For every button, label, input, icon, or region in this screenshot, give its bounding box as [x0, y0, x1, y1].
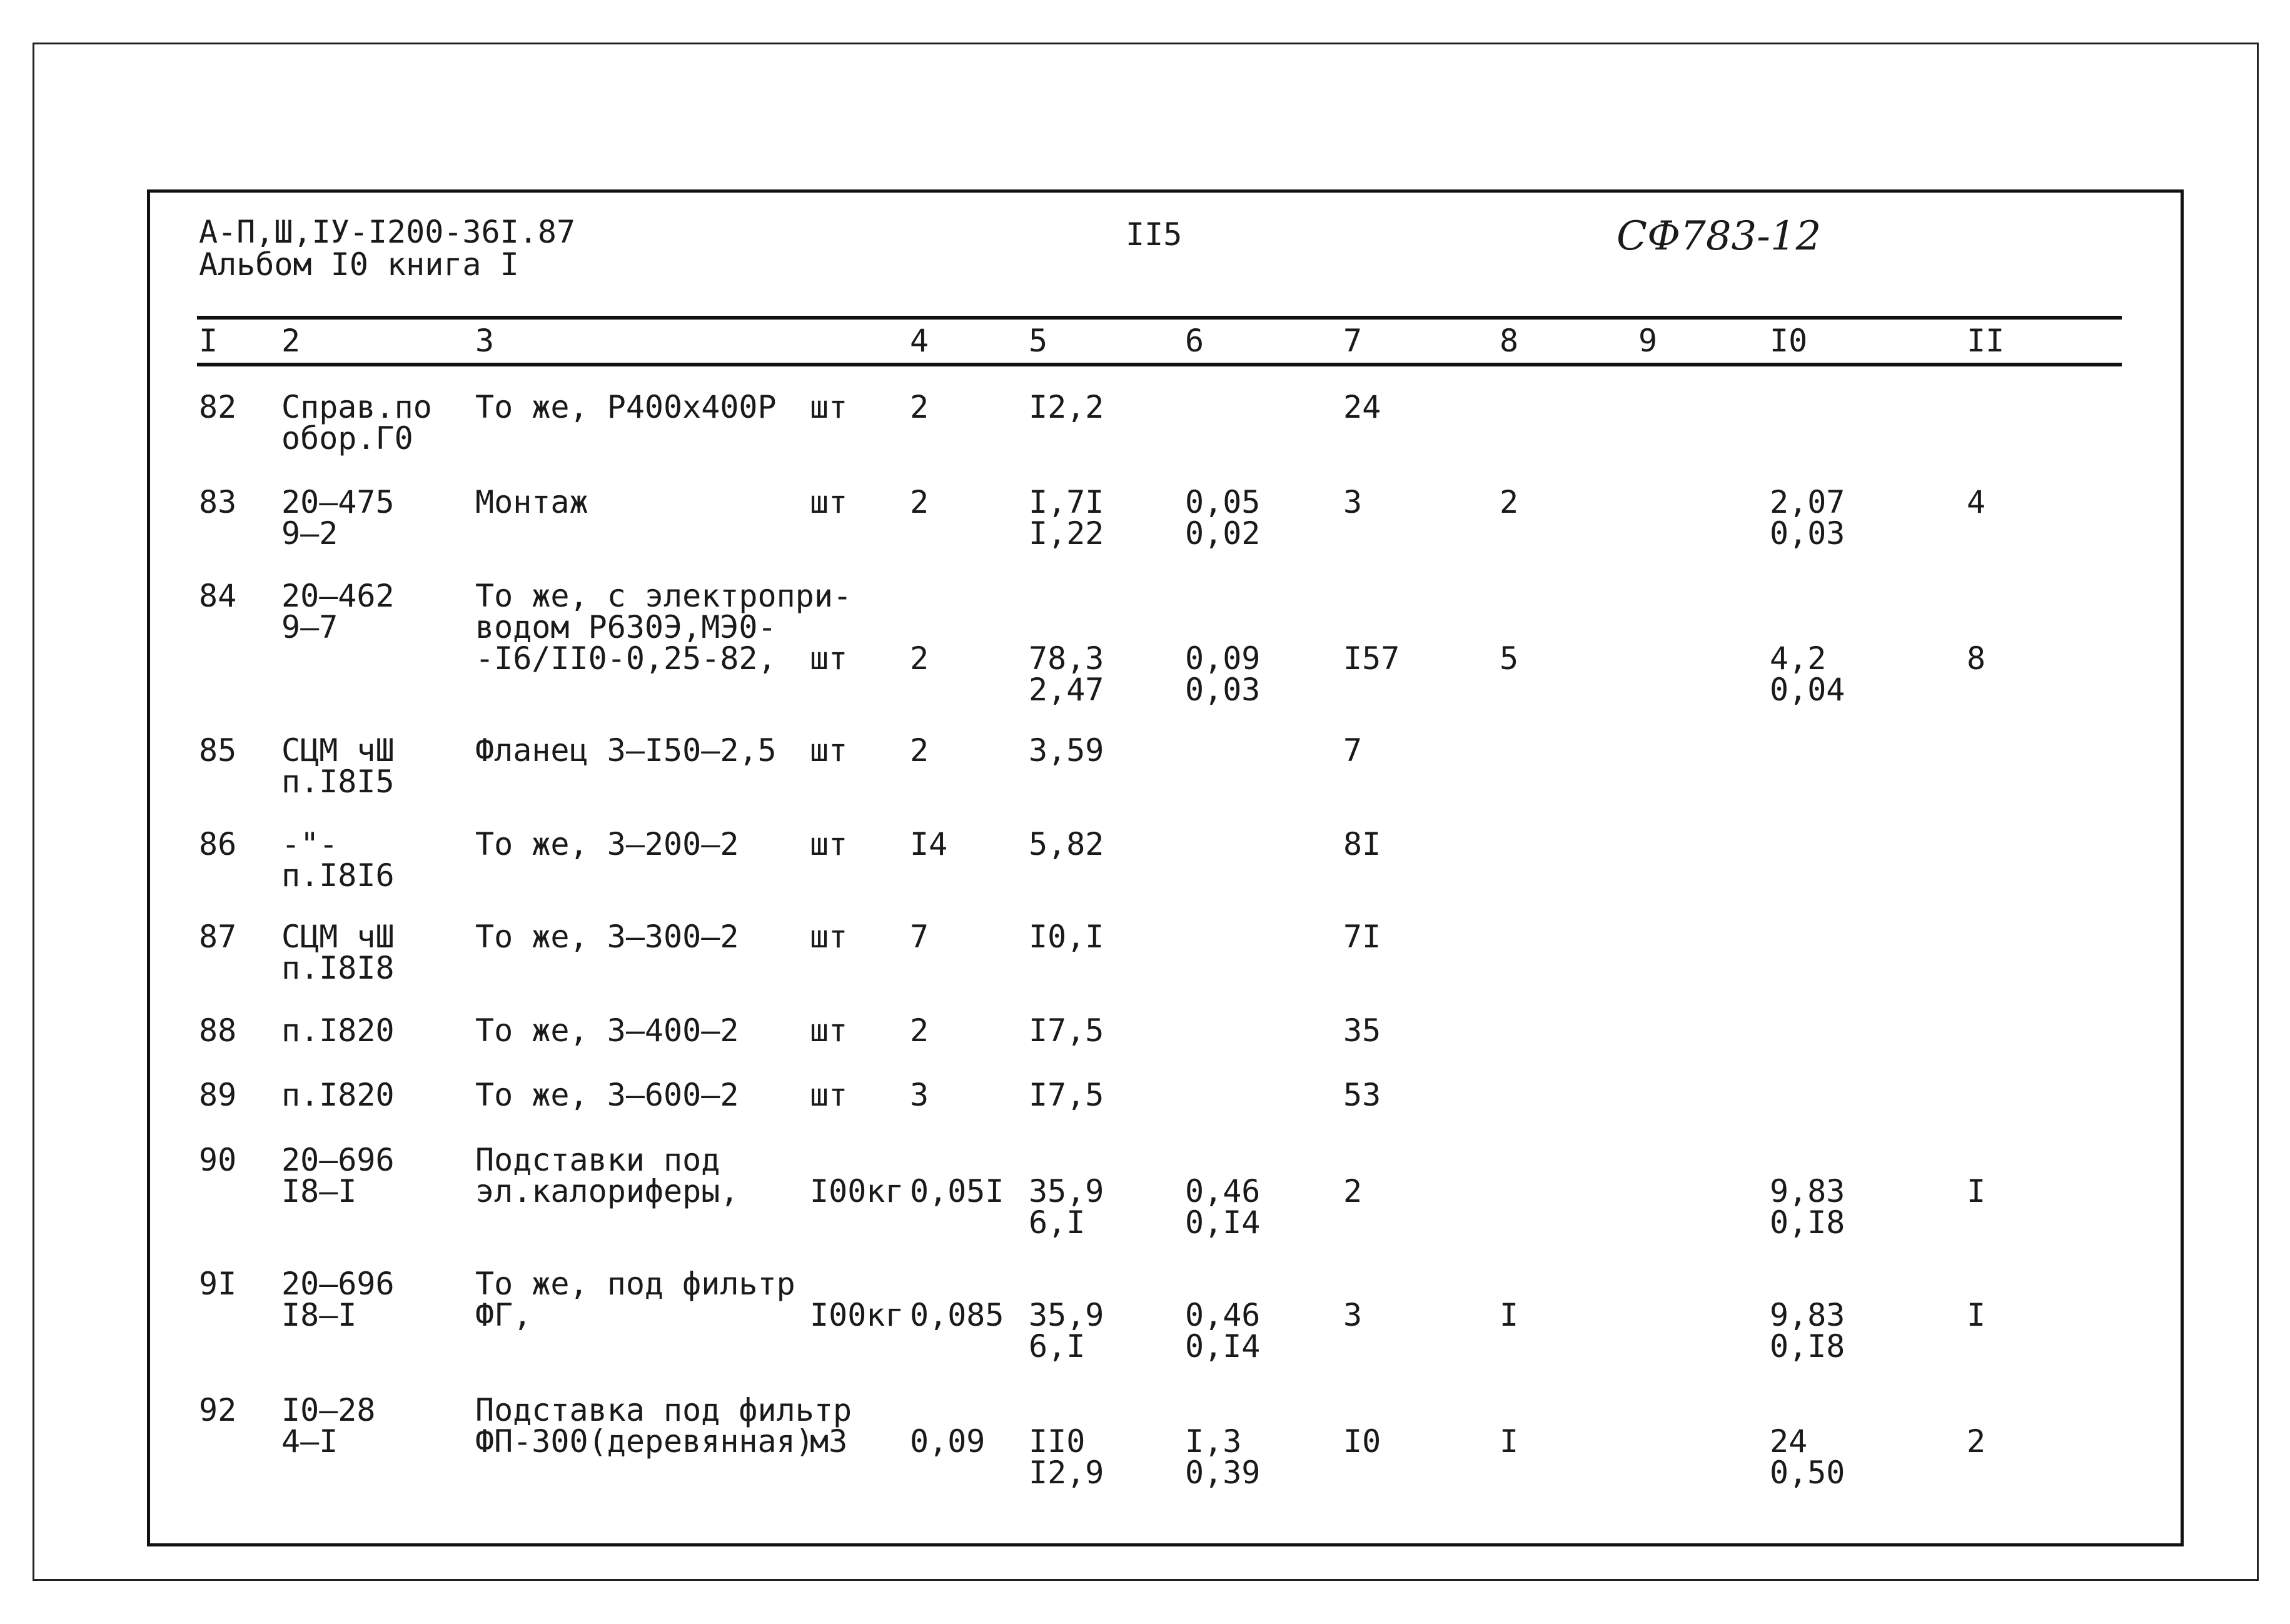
row-number: 89 [199, 1077, 237, 1113]
row-number: 85 [199, 732, 237, 769]
row-unit: шт [810, 1012, 848, 1049]
row-col10: 9,83 [1770, 1297, 1845, 1333]
column-number: II [1967, 323, 2005, 359]
row-col7: 3 [1343, 484, 1363, 520]
row-description: Подставка под фильтр [475, 1392, 852, 1428]
row-quantity: 2 [910, 732, 929, 769]
row-description: Монтаж [475, 484, 588, 520]
row-col5: II0 [1029, 1423, 1086, 1460]
row-reference: п.I8I8 [281, 950, 395, 986]
row-reference: СЦМ чШ [281, 919, 395, 955]
sheet-frame [147, 189, 2184, 1546]
column-number: I0 [1770, 323, 1808, 359]
row-col6: 0,46 [1185, 1173, 1261, 1209]
row-number: 88 [199, 1012, 237, 1049]
row-reference: 9–2 [281, 515, 338, 552]
row-col5: I0,I [1029, 919, 1104, 955]
row-col11: I [1967, 1173, 1986, 1209]
row-col5: I,7I [1029, 484, 1104, 520]
sheet-stamp: СФ783-12 [1617, 213, 1822, 260]
row-reference: п.I820 [281, 1077, 395, 1113]
row-reference: 9–7 [281, 609, 338, 645]
row-unit: м3 [810, 1423, 848, 1460]
row-col8: 2 [1500, 484, 1519, 520]
header-rule-bottom [197, 363, 2122, 366]
row-col10: 0,03 [1770, 515, 1845, 552]
row-reference: I8–I [281, 1297, 357, 1333]
row-col5: I7,5 [1029, 1077, 1104, 1113]
row-reference: I8–I [281, 1173, 357, 1209]
row-description: Фланец 3–I50–2,5 [475, 732, 777, 769]
row-reference: обор.Г0 [281, 420, 413, 456]
row-col7: 24 [1343, 389, 1381, 425]
row-reference: -"- [281, 826, 338, 862]
column-number: 4 [910, 323, 929, 359]
row-col6: 0,39 [1185, 1455, 1261, 1491]
row-number: 90 [199, 1142, 237, 1178]
row-reference: п.I8I5 [281, 764, 395, 800]
row-col6: 0,05 [1185, 484, 1261, 520]
row-unit: шт [810, 826, 848, 862]
row-quantity: 0,085 [910, 1297, 1004, 1333]
row-col8: I [1500, 1297, 1519, 1333]
row-col7: 8I [1343, 826, 1381, 862]
row-col5: 6,I [1029, 1204, 1086, 1241]
row-reference: СЦМ чШ [281, 732, 395, 769]
row-description: эл.калориферы, [475, 1173, 739, 1209]
row-unit: I00кг [810, 1173, 904, 1209]
row-col5: 2,47 [1029, 672, 1104, 708]
row-quantity: 2 [910, 640, 929, 677]
row-reference: 4–I [281, 1423, 338, 1460]
row-col7: 2 [1343, 1173, 1363, 1209]
row-col7: 3 [1343, 1297, 1363, 1333]
row-col7: 7I [1343, 919, 1381, 955]
row-col11: I [1967, 1297, 1986, 1333]
row-col5: I,22 [1029, 515, 1104, 552]
row-col5: I7,5 [1029, 1012, 1104, 1049]
column-number: I [199, 323, 218, 359]
row-reference: I0–28 [281, 1392, 376, 1428]
column-number: 9 [1638, 323, 1658, 359]
row-col5: 3,59 [1029, 732, 1104, 769]
row-col5: 6,I [1029, 1328, 1086, 1364]
row-col10: 0,04 [1770, 672, 1845, 708]
row-col6: 0,02 [1185, 515, 1261, 552]
row-number: 87 [199, 919, 237, 955]
doc-code: А-П,Ш,IУ-I200-36I.87 [199, 214, 576, 250]
row-col5: 35,9 [1029, 1173, 1104, 1209]
row-description: То же, 3–200–2 [475, 826, 739, 862]
column-number: 5 [1029, 323, 1048, 359]
row-quantity: 2 [910, 1012, 929, 1049]
row-reference: 20–696 [281, 1142, 395, 1178]
row-col6: 0,46 [1185, 1297, 1261, 1333]
row-description: ФП-300(деревянная) [475, 1423, 814, 1460]
row-col6: 0,03 [1185, 672, 1261, 708]
row-number: 84 [199, 578, 237, 614]
row-col11: 4 [1967, 484, 1986, 520]
row-description: То же, Р400х400Р [475, 389, 777, 425]
row-number: 9I [199, 1266, 237, 1302]
row-col11: 8 [1967, 640, 1986, 677]
row-unit: шт [810, 389, 848, 425]
album-title: Альбом I0 книга I [199, 246, 519, 283]
row-col5: 5,82 [1029, 826, 1104, 862]
row-unit: шт [810, 732, 848, 769]
row-unit: шт [810, 640, 848, 677]
row-col7: 7 [1343, 732, 1363, 769]
row-description: То же, 3–300–2 [475, 919, 739, 955]
row-description: -I6/II0-0,25-82, [475, 640, 777, 677]
row-reference: 20–475 [281, 484, 395, 520]
row-col6: I,3 [1185, 1423, 1242, 1460]
column-number: 7 [1343, 323, 1363, 359]
row-col7: 53 [1343, 1077, 1381, 1113]
row-description: Подставки под [475, 1142, 720, 1178]
row-description: ФГ, [475, 1297, 532, 1333]
row-col7: I57 [1343, 640, 1400, 677]
row-description: То же, под фильтр [475, 1266, 795, 1302]
row-reference: п.I8I6 [281, 857, 395, 894]
row-reference: Справ.по [281, 389, 432, 425]
page-number: II5 [1126, 216, 1183, 253]
row-col10: 9,83 [1770, 1173, 1845, 1209]
row-description: водом Р630Э,МЭ0- [475, 609, 777, 645]
row-col10: 0,I8 [1770, 1204, 1845, 1241]
row-col5: 78,3 [1029, 640, 1104, 677]
column-number: 8 [1500, 323, 1519, 359]
row-quantity: 0,09 [910, 1423, 986, 1460]
header-rule-top [197, 316, 2122, 320]
row-description: То же, 3–400–2 [475, 1012, 739, 1049]
row-col5: 35,9 [1029, 1297, 1104, 1333]
row-reference: 20–696 [281, 1266, 395, 1302]
row-quantity: 7 [910, 919, 929, 955]
row-unit: шт [810, 919, 848, 955]
row-number: 82 [199, 389, 237, 425]
row-number: 83 [199, 484, 237, 520]
row-col7: I0 [1343, 1423, 1381, 1460]
row-col10: 2,07 [1770, 484, 1845, 520]
row-quantity: 0,05I [910, 1173, 1004, 1209]
row-quantity: I4 [910, 826, 948, 862]
row-number: 86 [199, 826, 237, 862]
row-quantity: 2 [910, 484, 929, 520]
row-unit: шт [810, 484, 848, 520]
row-col8: I [1500, 1423, 1519, 1460]
row-col10: 0,50 [1770, 1455, 1845, 1491]
row-col11: 2 [1967, 1423, 1986, 1460]
row-col7: 35 [1343, 1012, 1381, 1049]
row-col10: 24 [1770, 1423, 1808, 1460]
row-col6: 0,I4 [1185, 1328, 1261, 1364]
row-col8: 5 [1500, 640, 1519, 677]
row-reference: 20–462 [281, 578, 395, 614]
row-col6: 0,I4 [1185, 1204, 1261, 1241]
row-col10: 4,2 [1770, 640, 1827, 677]
column-number: 2 [281, 323, 301, 359]
row-unit: I00кг [810, 1297, 904, 1333]
row-col6: 0,09 [1185, 640, 1261, 677]
column-number: 6 [1185, 323, 1204, 359]
row-description: То же, с электропри- [475, 578, 852, 614]
row-col5: I2,2 [1029, 389, 1104, 425]
row-quantity: 3 [910, 1077, 929, 1113]
row-reference: п.I820 [281, 1012, 395, 1049]
row-col10: 0,I8 [1770, 1328, 1845, 1364]
row-quantity: 2 [910, 389, 929, 425]
row-unit: шт [810, 1077, 848, 1113]
column-number: 3 [475, 323, 495, 359]
row-description: То же, 3–600–2 [475, 1077, 739, 1113]
row-col5: I2,9 [1029, 1455, 1104, 1491]
row-number: 92 [199, 1392, 237, 1428]
